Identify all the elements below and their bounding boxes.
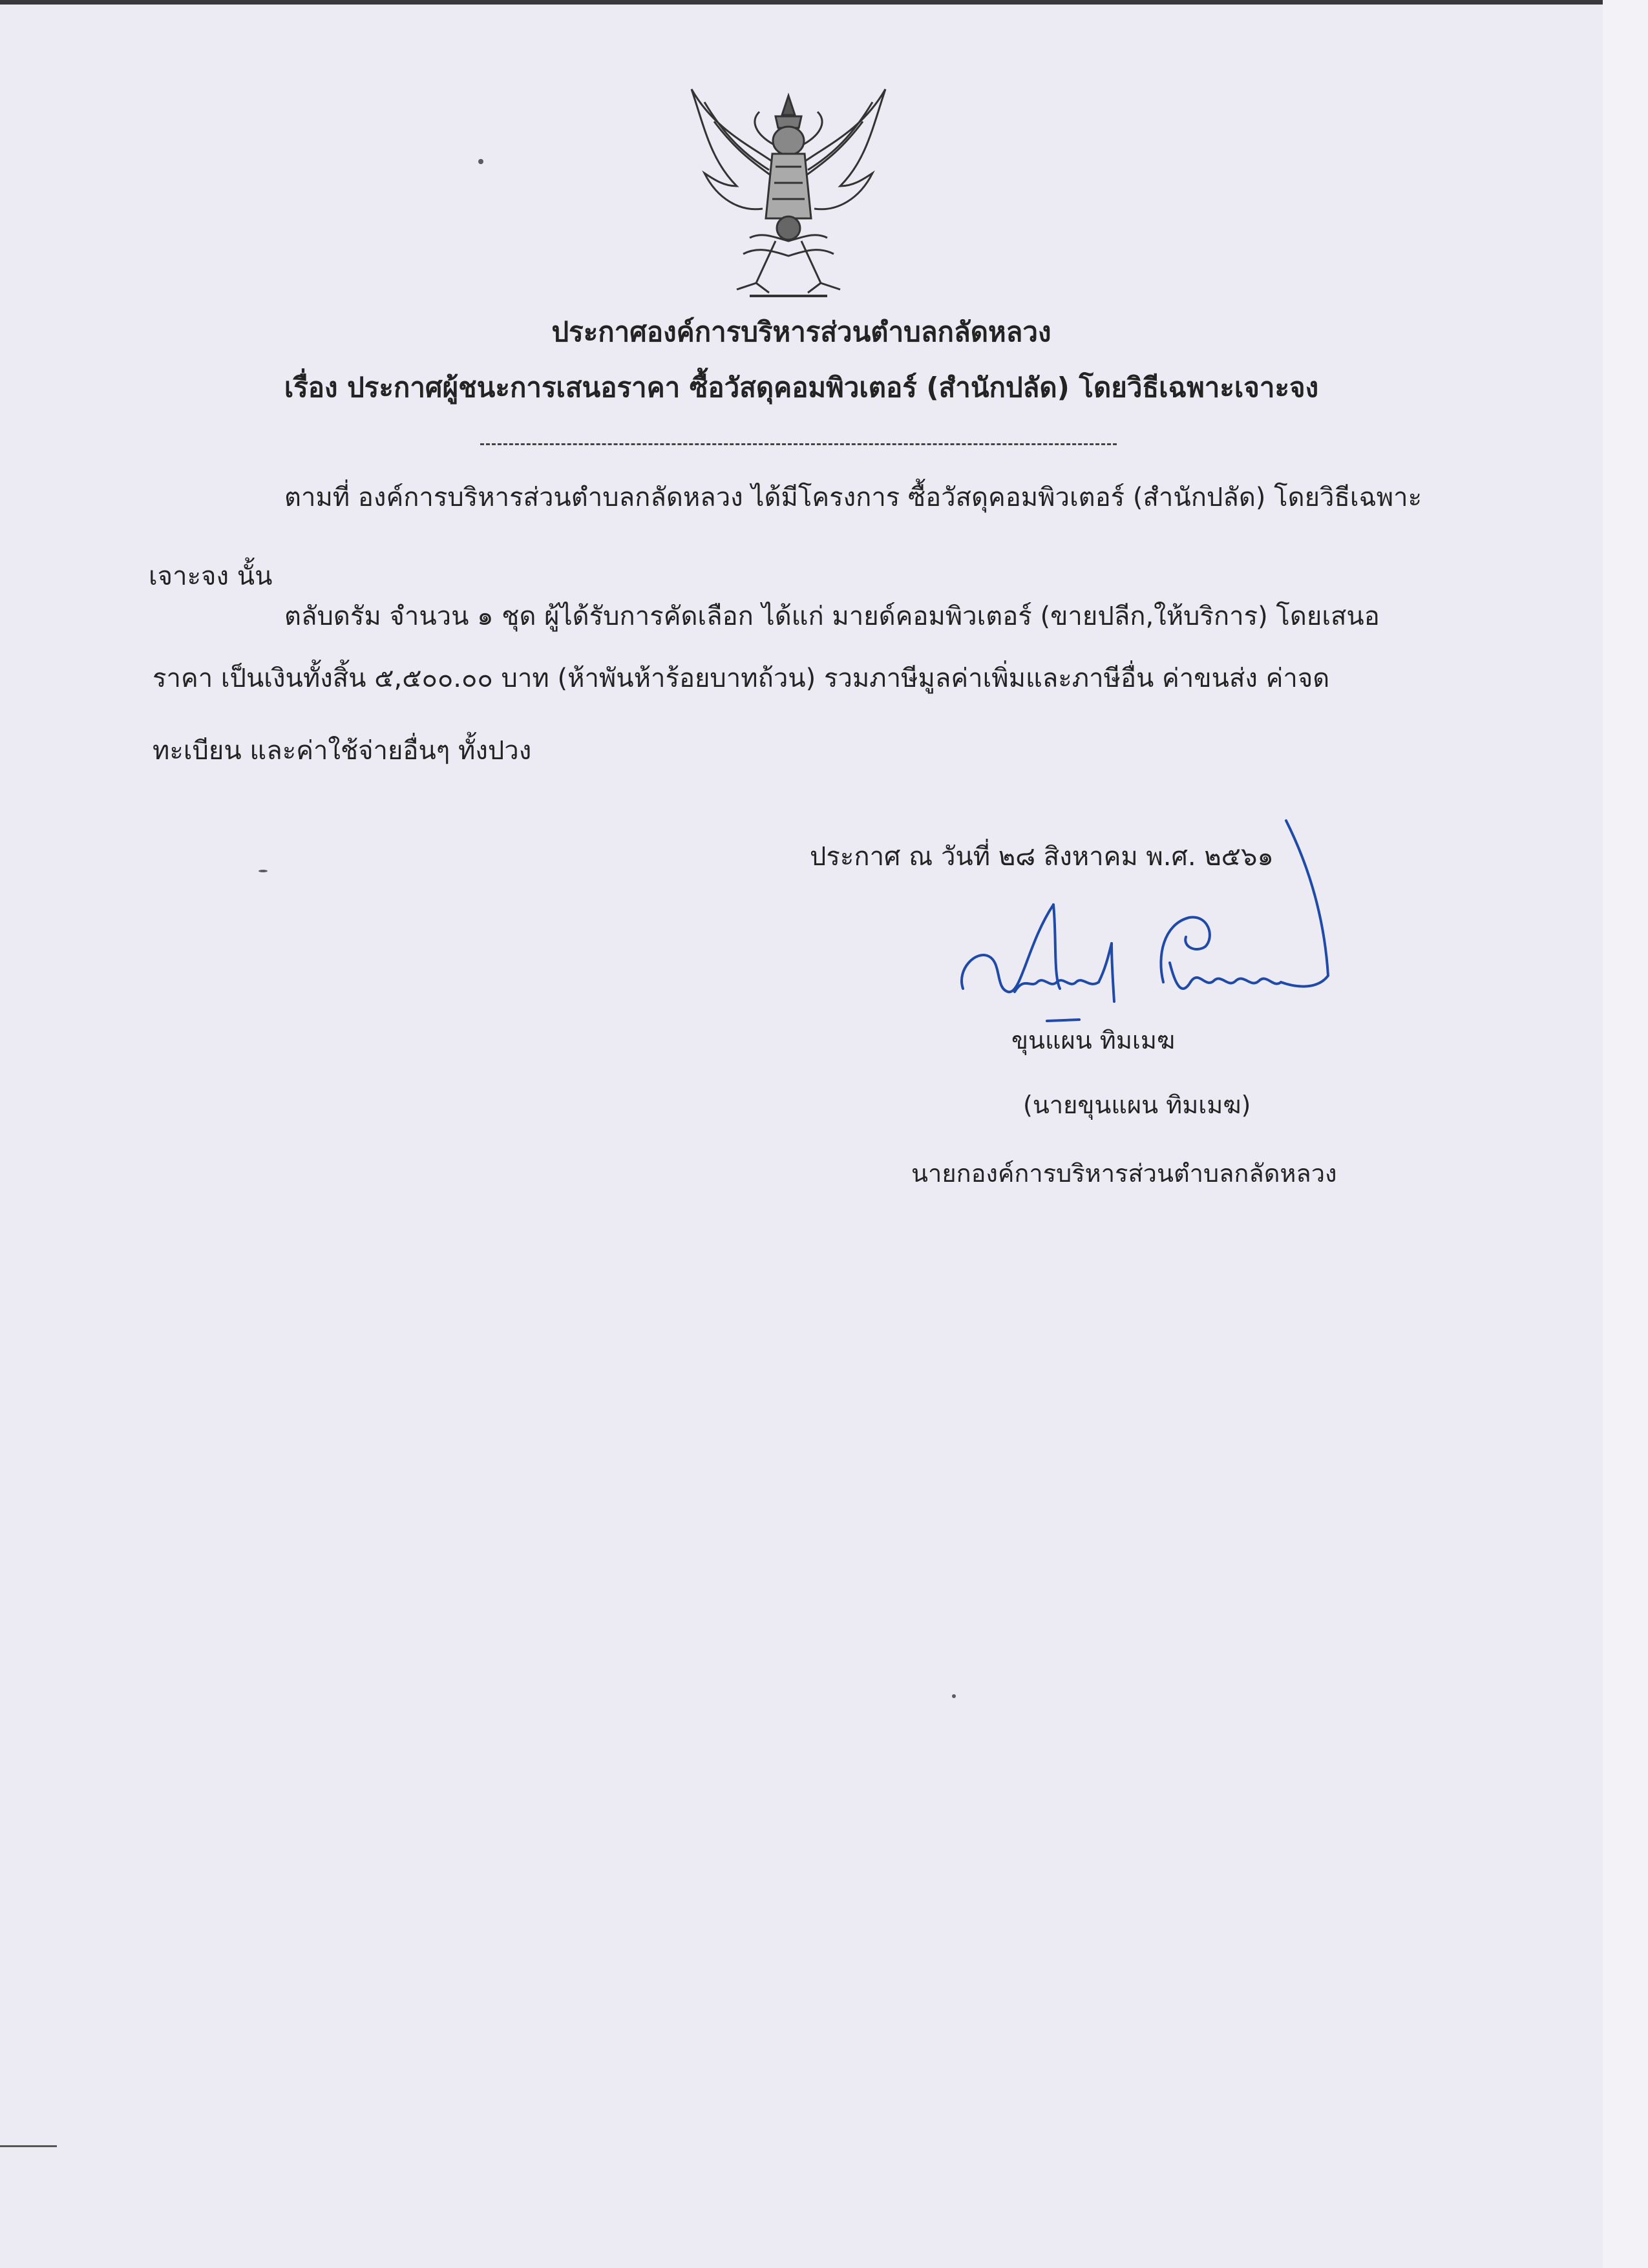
paragraph-1-line-2: เจาะจง นั้น	[149, 562, 273, 591]
scan-margin-mark	[0, 2145, 57, 2147]
garuda-emblem-icon	[679, 76, 898, 309]
scan-right-edge	[1603, 0, 1648, 2268]
signer-full-name: (นายขุนแผน ทิมเมฆ)	[1023, 1091, 1251, 1119]
signer-name: ขุนแผน ทิมเมฆ	[1011, 1026, 1176, 1055]
paragraph-1-line-1: ตามที่ องค์การบริหารส่วนตำบลกลัดหลวง ได้มีโครงการ ซื้อวัสดุคอมพิวเตอร์ (สำนักปลัด) โดยวิธีเฉพาะ	[284, 483, 1422, 512]
signer-title: นายกองค์การบริหารส่วนตำบลกลัดหลวง	[911, 1159, 1337, 1188]
document-subject: เรื่อง ประกาศผู้ชนะการเสนอราคา ซื้อวัสดุคอมพิวเตอร์ (สำนักปลัด) โดยวิธีเฉพาะเจาะจง	[284, 372, 1319, 403]
paragraph-2-line-1: ตลับดรัม จำนวน ๑ ชุด ผู้ได้รับการคัดเลือก ได้แก่ มายด์คอมพิวเตอร์ (ขายปลีก,ให้บริการ) โดยเสนอ	[284, 602, 1380, 631]
scan-speck	[478, 159, 483, 164]
scan-top-edge	[0, 0, 1648, 5]
paragraph-2-line-2: ราคา เป็นเงินทั้งสิ้น ๕,๕๐๐.๐๐ บาท (ห้าพันห้าร้อยบาทถ้วน) รวมภาษีมูลค่าเพิ่มและภาษีอื่น ค่าขนส่ง ค่าจด	[153, 664, 1330, 693]
document-title: ประกาศองค์การบริหารส่วนตำบลกลัดหลวง	[551, 316, 1051, 348]
handwritten-signature	[950, 795, 1351, 1034]
announcement-date: ประกาศ ณ วันที่ ๒๘ สิงหาคม พ.ศ. ๒๕๖๑	[810, 842, 1274, 872]
paragraph-2-line-3: ทะเบียน และค่าใช้จ่ายอื่นๆ ทั้งปวง	[153, 736, 532, 766]
scan-speck	[259, 870, 268, 872]
scan-speck	[952, 1694, 956, 1698]
title-divider	[480, 443, 1117, 445]
